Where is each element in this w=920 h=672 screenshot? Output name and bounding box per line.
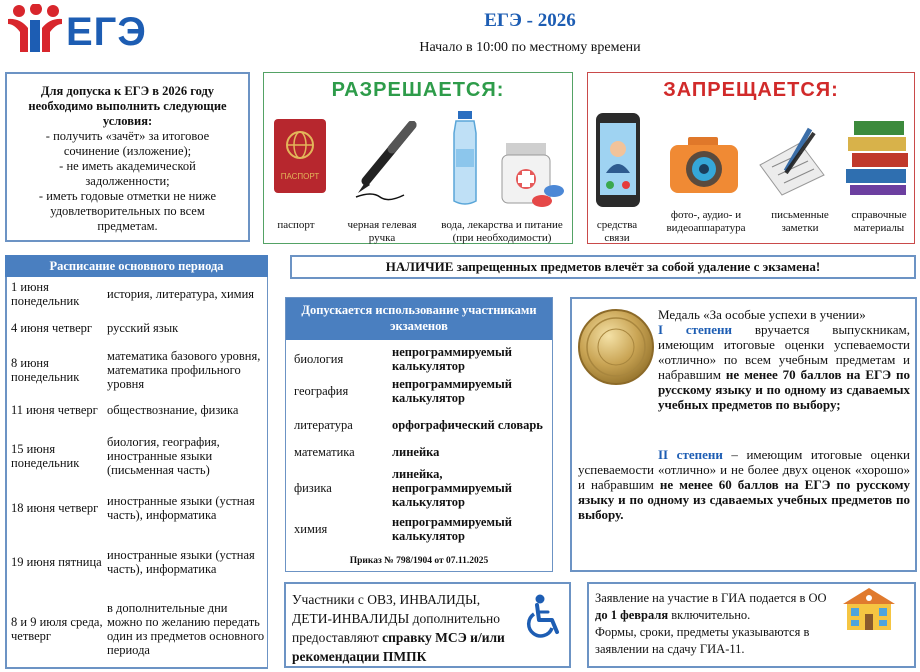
schedule-date: 11 июня четверг [11,403,98,417]
medal-degree-2: II степени [658,447,723,462]
tools-row [294,514,548,544]
schedule-subjects: в дополнительные дни можно по желанию передать один из предметов основного периода [107,601,265,657]
ovz-box [284,582,571,668]
schedule-row [11,347,265,393]
tools-subject: география [294,384,349,398]
forbidden-item-phone: средства связи [596,219,638,244]
warning-banner: НАЛИЧИЕ запрещенных предметов влечёт за собой удаление с экзамена! [290,255,916,279]
tools-subject: биология [294,352,344,366]
allowed-box [263,72,573,244]
tools-subject: литература [294,418,353,432]
schedule-title: Расписание основного периода [5,255,268,277]
tools-row [294,344,548,374]
schedule-row [11,433,265,479]
camera-icon [668,133,740,197]
schedule-table [5,277,268,669]
water-medicine-icon [450,109,568,209]
application-line-2: Формы, сроки, предметы указываются в заявлении на сдачу ГИА-11. [595,625,810,656]
medal-degree-1: I степени [658,322,733,337]
schedule-row [11,485,265,531]
books-icon [844,117,914,197]
forbidden-box [587,72,915,244]
schedule-subjects: иностранные языки (устная часть), информатика [107,548,255,576]
medal-degree-2-requirement: не менее 60 баллов на ЕГЭ по русскому языку и по одному из сдаваемых учебных предметов по выбору. [578,477,910,522]
schedule-date: 18 июня четверг [11,501,99,515]
forbidden-item-notes: письменные заметки [771,209,829,234]
medal-degree-1-requirement: не менее 70 баллов на ЕГЭ по русскому языку и по одному из сдаваемых учебных предметов по выбору; [658,367,911,412]
schedule-subjects: русский язык [107,321,179,335]
schedule-date: 4 июня четверг [11,321,93,335]
forbidden-item-camera: фото-, аудио- и видеоаппаратура [666,209,746,234]
admission-item: - не иметь академической задолженности; [59,159,196,188]
phone-icon [592,111,644,211]
medal-degree-2-text: – имеющим итоговые оценки успеваемости «отлично» и не более двух оценок «хорошо» и набравшим [578,447,910,492]
forbidden-title: ЗАПРЕЩАЕТСЯ: [663,79,839,101]
allowed-item-pen: черная гелевая ручка [347,219,417,244]
schedule-row [11,313,265,343]
schedule-row [11,279,265,309]
wheelchair-icon [526,594,566,638]
page-title: ЕГЭ - 2026 [484,10,576,31]
schedule-date: 15 июня понедельник [11,442,80,470]
application-line-1-end: включительно. [671,608,751,622]
admission-heading: Для допуска к ЕГЭ в 2026 году необходимо выполнить следующие условия: [28,84,227,128]
schedule-row [11,593,265,665]
tools-row [294,410,548,440]
tools-subject: химия [294,522,328,536]
medal-box [570,297,917,572]
schedule-row [11,395,265,425]
tools-row [294,466,548,510]
medal-intro: Медаль «За особые успехи в учении» [658,307,866,322]
schedule-date: 1 июня понедельник [11,280,80,308]
admission-item: - получить «зачёт» за итоговое сочинение (изложение); [45,129,210,158]
school-icon [839,584,899,632]
schedule-subjects: иностранные языки (устная часть), информатика [107,494,255,522]
tools-row [294,376,548,406]
tools-item: линейка, непрограммируемый калькулятор [392,467,512,509]
admission-item: - иметь годовые отметки не ниже удовлетворительных по всем предметам. [38,189,217,233]
schedule-date: 19 июня пятница [11,555,102,569]
schedule-row [11,539,265,585]
notes-icon [756,125,826,197]
forbidden-item-books: справочные материалы [851,209,907,234]
allowed-title: РАЗРЕШАЕТСЯ: [331,79,505,101]
tools-title: Допускается использование участниками экзаменов [286,298,552,340]
ovz-text: Участники с ОВЗ, ИНВАЛИДЫ, ДЕТИ-ИНВАЛИДЫ дополнительно предоставляют [292,592,500,645]
application-line-1: Заявление на участие в ГИА подается в ОО [595,591,827,605]
ovz-documents: справку МСЭ и/или рекомендации ПМПК [292,630,505,664]
order-reference: Приказ № 798/1904 от 07.11.2025 [349,556,489,566]
tools-item: непрограммируемый калькулятор [392,377,512,405]
tools-item: непрограммируемый калькулятор [392,345,512,373]
schedule-subjects: история, литература, химия [107,287,255,301]
tools-item: орфографический словарь [392,418,543,432]
medal-icon [576,307,656,387]
allowed-item-water: вода, лекарства и питание (при необходимости) [441,219,563,244]
medal-degree-1-text: вручается выпускникам, имеющим итоговые оценки успеваемости «отлично» по всем учебным предметам и набравшим [658,322,910,382]
application-box [587,582,916,668]
logo-text: ЕГЭ [66,10,147,54]
application-deadline: до 1 февраля [595,608,669,622]
tools-item: непрограммируемый калькулятор [392,515,512,543]
tools-subject: физика [294,481,332,495]
schedule-date: 8 и 9 июля среда, четверг [11,615,103,643]
tools-subject: математика [294,445,355,459]
page-subtitle: Начало в 10:00 по местному времени [419,40,641,55]
svg-text:ПАСПОРТ: ПАСПОРТ [280,172,320,181]
tools-row [294,444,548,460]
admission-box [5,72,250,242]
schedule-subjects: обществознание, физика [107,403,239,417]
schedule-subjects: биология, география, иностранные языки (письменная часть) [107,435,220,477]
schedule-subjects: математика базового уровня, математика профильного уровня [107,349,261,391]
pen-icon [352,121,422,201]
tools-item: линейка [392,445,440,459]
passport-icon [270,117,330,197]
schedule-date: 8 июня понедельник [11,356,80,384]
allowed-tools-box [285,297,553,572]
allowed-item-passport: паспорт [277,219,315,231]
